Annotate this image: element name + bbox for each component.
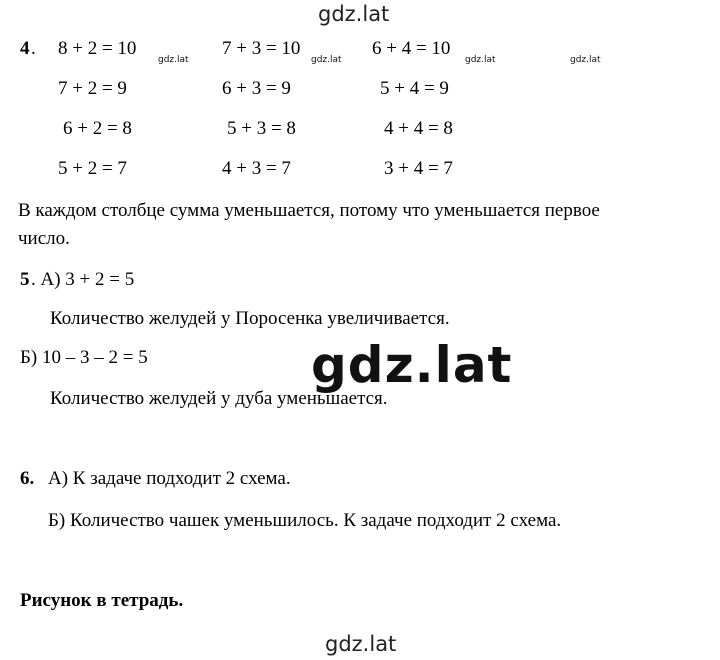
equation: 8 + 2 = 10 [58,38,137,59]
equation: 5 + 4 = 9 [380,78,449,99]
task-6-number: 6. [20,468,35,489]
task-4-dot: . [31,38,36,59]
equation: 4 + 3 = 7 [222,158,291,179]
task-5-b-equation: Б) 10 – 3 – 2 = 5 [20,347,148,368]
watermark-bottom: gdz.lat [325,632,397,656]
task-6-a-text: А) К задаче подходит 2 схема. [48,468,291,489]
task-5-number: 5 [20,269,30,290]
equation: 3 + 4 = 7 [384,158,453,179]
watermark-center: gdz.lat [311,336,513,394]
equation: 7 + 2 = 9 [58,78,127,99]
equation: 6 + 3 = 9 [222,78,291,99]
watermark-small: gdz.lat [311,55,342,65]
watermark-top: gdz.lat [318,2,390,26]
task-6-b-text: Б) Количество чашек уменьшилось. К задаче подходит 2 схема. [48,510,562,531]
equation: 4 + 4 = 8 [384,118,453,139]
task-4-explanation: В каждом столбце сумма уменьшается, потому что уменьшается первое [18,200,600,221]
task-4-explanation: число. [18,228,70,249]
equation: 5 + 3 = 8 [227,118,296,139]
equation: 5 + 2 = 7 [58,158,127,179]
equation: 7 + 3 = 10 [222,38,301,59]
watermark-small: gdz.lat [158,55,189,65]
equation: 6 + 2 = 8 [63,118,132,139]
task-5-b-text: Количество желудей у дуба уменьшается. [50,388,388,409]
watermark-small: gdz.lat [465,55,496,65]
task-5-a-equation: . А) 3 + 2 = 5 [31,269,135,290]
equation: 6 + 4 = 10 [372,38,451,59]
task-5-a-text: Количество желудей у Поросенка увеличивается. [50,308,450,329]
drawing-note: Рисунок в тетрадь. [20,590,184,611]
watermark-small: gdz.lat [570,55,601,65]
task-4-number: 4 [20,38,30,59]
